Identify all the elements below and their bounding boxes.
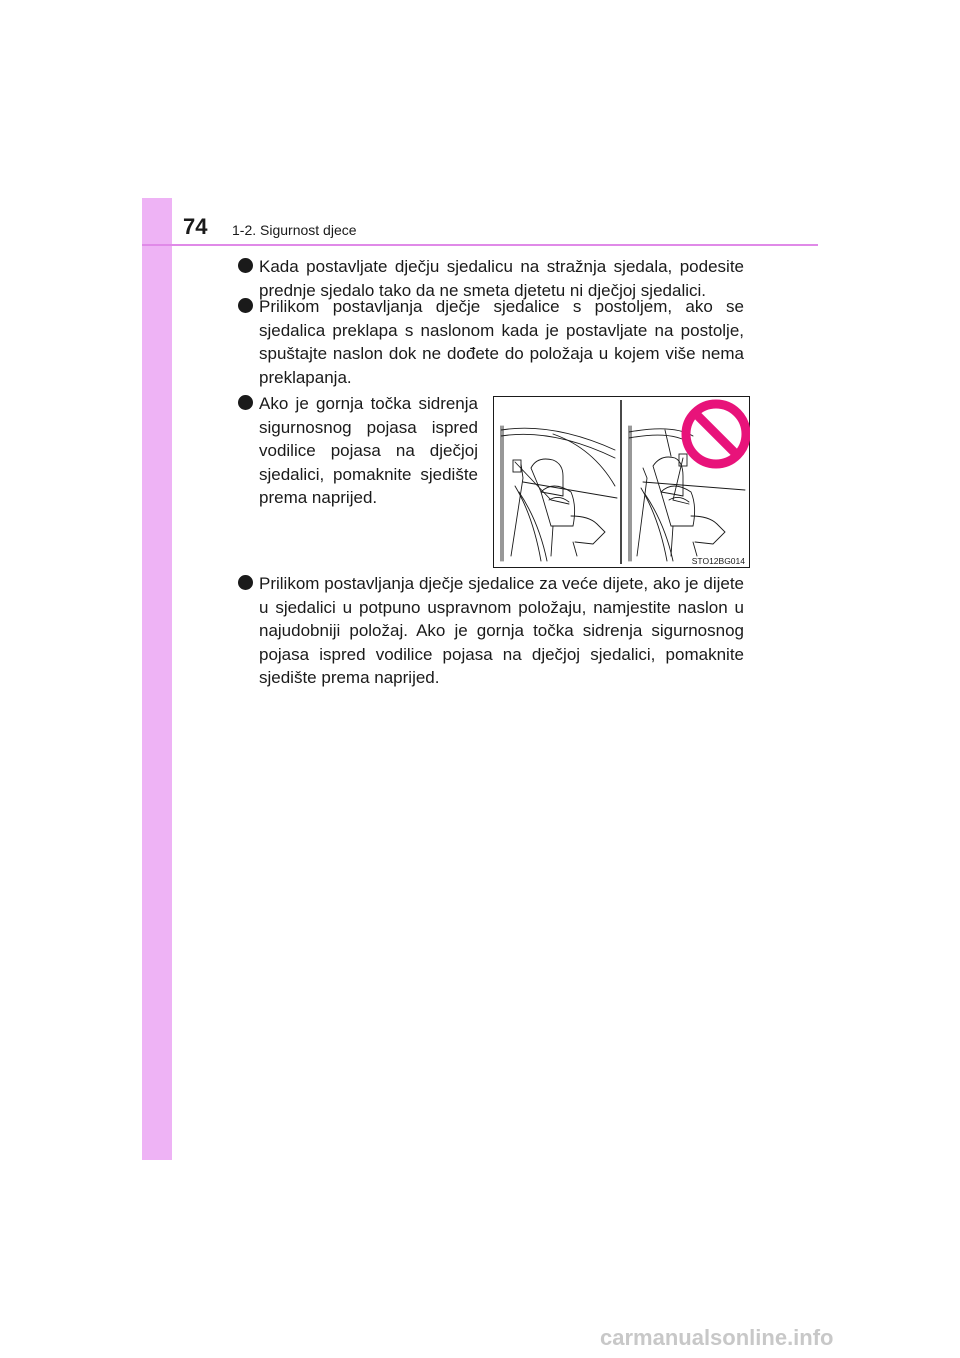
watermark: carmanualsonline.info [600, 1325, 834, 1350]
bullet-text: Prilikom postavljanja dječje sjedalice za veće dijete, ako je dijete u sjedalici u potpuno uspravnom položaju, namjestite naslon u najudobniji položaj. Ako je gornja točka sidrenja sigurnosnog pojasa ispred vodilice pojasa na dječjoj sjedalici, pomaknite sjedište prema naprijed. [259, 574, 744, 688]
bullet-icon [238, 395, 253, 410]
section-title: 1-2. Sigurnost djece [232, 222, 357, 238]
seat-illustration [493, 396, 750, 568]
header-rule [142, 244, 818, 246]
bullet-text: Ako je gornja točka sidrenja sigurnosnog pojasa ispred vodilice pojasa na dječjoj sjedalici, pomaknite sjedište prema naprijed. [259, 394, 478, 508]
bullet-item [238, 572, 744, 690]
bullet-icon [238, 298, 253, 313]
page-number: 74 [183, 214, 208, 239]
bullet-icon [238, 258, 253, 273]
figure-code: STO12BG014 [691, 556, 745, 566]
bullet-text: Prilikom postavljanja dječje sjedalice s postoljem, ako se sjedalica preklapa s naslonom kada je postavljate na postolje, spuštajte naslon dok ne dođete do položaja u kojem više nema preklapanja. [259, 297, 744, 387]
bullet-text: Kada postavljate dječju sjedalicu na stražnja sjedala, podesite prednje sjedalo tako da ne smeta djetetu ni dječjoj sjedalici. [259, 257, 744, 300]
bullet-icon [238, 575, 253, 590]
bullet-item [238, 392, 478, 510]
seat-illustration-svg [493, 396, 750, 568]
side-tab [142, 198, 172, 1160]
bullet-item [238, 295, 744, 389]
